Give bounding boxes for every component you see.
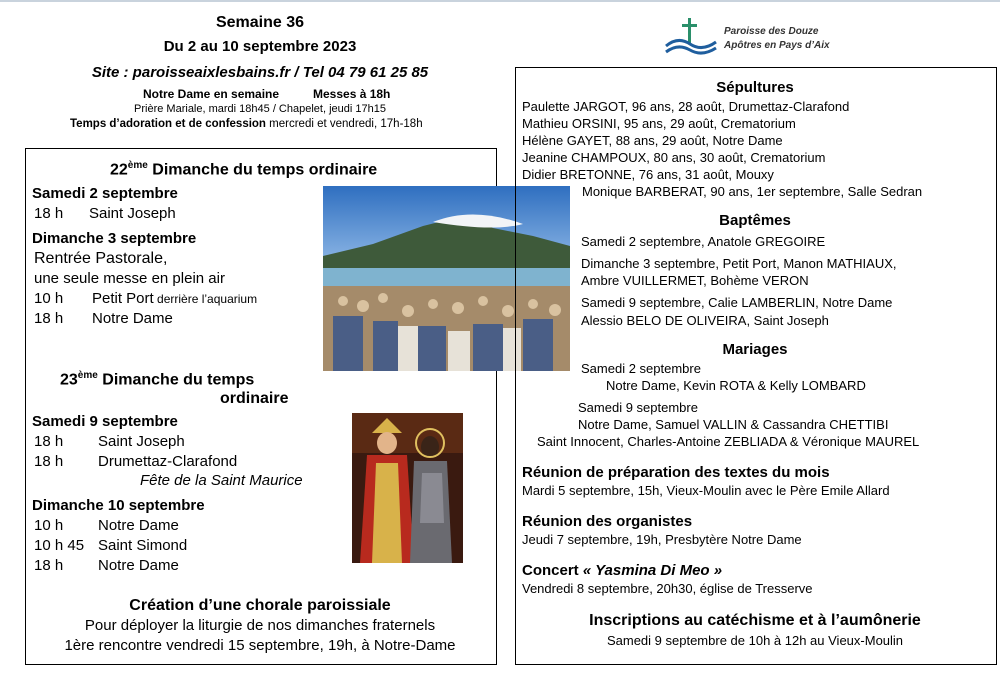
week-title: Semaine 36 — [215, 14, 305, 31]
sat9-place2: Drumettaz-Clarafond — [98, 453, 238, 470]
concert-title — [522, 562, 722, 579]
adoration-bold: Temps d’adoration et de confession — [70, 118, 266, 130]
baptemes-title: Baptêmes — [719, 212, 791, 229]
chorale-title: Création d’une chorale paroissiale — [129, 597, 391, 614]
bapteme-item: Alessio BELO DE OLIVEIRA, Saint Joseph — [581, 313, 829, 328]
sat2-time: 18 h — [34, 205, 64, 222]
top-border — [0, 0, 1000, 2]
saint-painting-image — [352, 413, 463, 563]
sun10-place2: Saint Simond — [98, 537, 188, 554]
weekday-mass-right: Messes à 18h — [313, 87, 391, 101]
sepulture-item: Hélène GAYET, 88 ans, 29 août, Notre Dame — [522, 133, 783, 148]
sun3-place1 — [92, 290, 257, 307]
rentree-line: Rentrée Pastorale, — [34, 250, 168, 267]
bapteme-item: Samedi 2 septembre, Anatole GREGOIRE — [581, 234, 826, 249]
mariage-item: Samedi 2 septembre — [581, 361, 701, 376]
sunday22-title — [110, 160, 377, 179]
bapteme-item: Ambre VUILLERMET, Bohème VERON — [581, 273, 809, 288]
sepulture-item: Mathieu ORSINI, 95 ans, 29 août, Crematorium — [522, 116, 796, 131]
parish-logo — [662, 16, 722, 58]
sun3-place2: Notre Dame — [92, 310, 173, 327]
bapteme-item: Dimanche 3 septembre, Petit Port, Manon MATHIAUX, — [581, 256, 897, 271]
sun3-place1-main: Petit Port — [92, 290, 154, 307]
sepultures-title: Sépultures — [716, 79, 794, 96]
logo-line1: Paroisse des Douze — [724, 26, 819, 37]
sun3-time2: 18 h — [34, 310, 64, 327]
sunday23-title — [60, 370, 254, 389]
sat2-heading: Samedi 2 septembre — [32, 185, 178, 202]
sepulture-item: Jeanine CHAMPOUX, 80 ans, 30 août, Crematorium — [522, 150, 826, 165]
sun3-time1: 10 h — [34, 290, 64, 307]
mariage-item: Notre Dame, Kevin ROTA & Kelly LOMBARD — [606, 378, 866, 393]
sunday22-num: 22 — [110, 161, 128, 179]
mariages-title: Mariages — [722, 341, 788, 358]
bapteme-item: Samedi 9 septembre, Calie LAMBERLIN, Notre Dame — [581, 295, 893, 310]
weekday-mass-left: Notre Dame en semaine — [143, 87, 280, 101]
mariage-item: Notre Dame, Samuel VALLIN & Cassandra CHETTIBI — [578, 417, 889, 432]
sun3-place1-extra: derrière l’aquarium — [153, 292, 258, 306]
sepulture-item: Monique BARBERAT, 90 ans, 1er septembre, Salle Sedran — [582, 184, 923, 199]
reunion1-text: Mardi 5 septembre, 15h, Vieux-Moulin avec le Père Emile Allard — [522, 483, 890, 498]
sunday23-num: 23 — [60, 371, 78, 389]
catechisme-title: Inscriptions au catéchisme et à l’aumônerie — [589, 612, 921, 629]
sun10-place1: Notre Dame — [98, 517, 179, 534]
catechisme-text: Samedi 9 septembre de 10h à 12h au Vieux-Moulin — [606, 633, 904, 648]
sepulture-item: Didier BRETONNE, 76 ans, 31 août, Mouxy — [522, 167, 774, 182]
sat9-time2: 18 h — [34, 453, 64, 470]
adoration-line — [70, 118, 423, 130]
chorale-line1: Pour déployer la liturgie de nos dimanches fraternels — [84, 617, 436, 634]
sun3-heading: Dimanche 3 septembre — [32, 230, 197, 247]
sunday23-rest: Dimanche du temps — [97, 371, 255, 389]
concert-text: Vendredi 8 septembre, 20h30, église de Tresserve — [522, 581, 813, 596]
sun10-time1: 10 h — [34, 517, 64, 534]
site-line: Site : paroisseaixlesbains.fr / Tel 04 79 61 25 85 — [91, 64, 429, 81]
sunday23-line2: ordinaire — [220, 390, 289, 407]
fete-line: Fête de la Saint Maurice — [140, 472, 303, 489]
logo-line2: Apôtres en Pays d’Aix — [724, 40, 830, 51]
adoration-rest: mercredi et vendredi, 17h-18h — [265, 118, 423, 130]
sepulture-item: Paulette JARGOT, 96 ans, 28 août, Drumettaz-Clarafond — [522, 99, 850, 114]
mariage-item: Saint Innocent, Charles-Antoine ZEBLIADA & Véronique MAUREL — [537, 434, 920, 449]
sun10-time2: 10 h 45 — [34, 537, 85, 554]
sunday22-rest: Dimanche du temps ordinaire — [147, 161, 378, 179]
sat9-time1: 18 h — [34, 433, 64, 450]
plein-air-line: une seule messe en plein air — [34, 270, 225, 287]
reunion2-text: Jeudi 7 septembre, 19h, Presbytère Notre Dame — [522, 532, 802, 547]
sat2-place: Saint Joseph — [89, 205, 176, 222]
mariage-item: Samedi 9 septembre — [578, 400, 698, 415]
week-dates: Du 2 au 10 septembre 2023 — [163, 38, 357, 55]
concert-title-name: « Yasmina Di Meo » — [578, 562, 723, 579]
sat9-heading: Samedi 9 septembre — [32, 413, 178, 430]
prayer-line: Prière Mariale, mardi 18h45 / Chapelet, jeudi 17h15 — [134, 103, 386, 115]
reunion2-title: Réunion des organistes — [522, 513, 693, 530]
cross-waves-icon — [662, 16, 722, 58]
reunion1-title: Réunion de préparation des textes du mois — [522, 464, 830, 481]
sun10-heading: Dimanche 10 septembre — [32, 497, 205, 514]
chorale-line2: 1ère rencontre vendredi 15 septembre, 19h, à Notre-Dame — [64, 637, 456, 654]
sun10-place3: Notre Dame — [98, 557, 179, 574]
concert-title-main: Concert — [522, 562, 579, 579]
sunday22-sup: ème — [127, 160, 148, 171]
sat9-place1: Saint Joseph — [98, 433, 185, 450]
sunday23-sup: ème — [77, 370, 98, 381]
sun10-time3: 18 h — [34, 557, 64, 574]
saint-maurice-painting — [352, 413, 463, 563]
